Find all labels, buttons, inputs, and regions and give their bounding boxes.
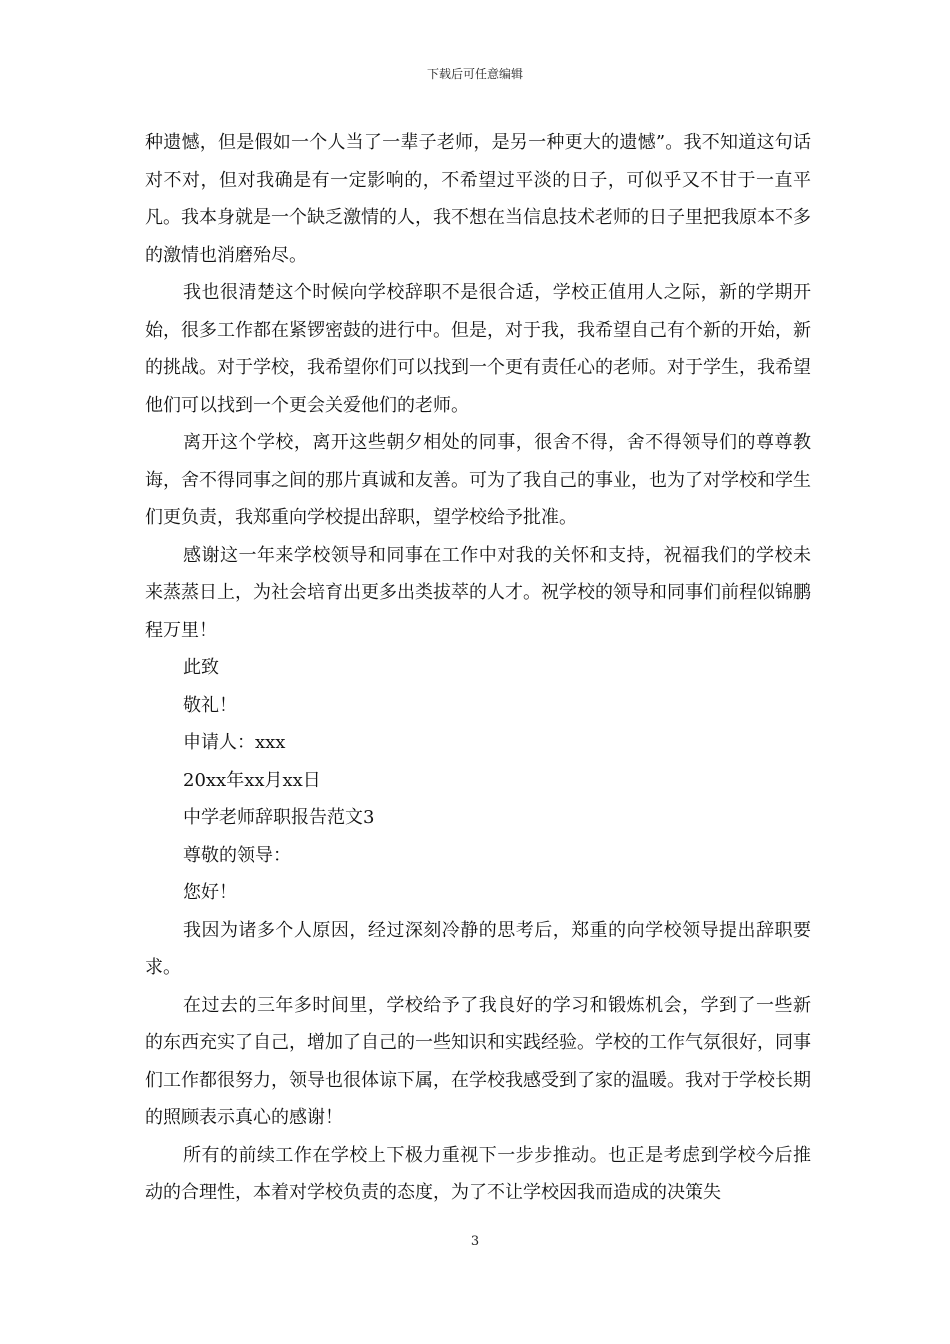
greeting-hello: 您好！ xyxy=(183,882,237,903)
closing-regards: 敬礼！ xyxy=(183,694,237,716)
date-line: 20xx年xx月xx日 xyxy=(183,769,321,791)
paragraph: 在过去的三年多时间里，学校给予了我良好的学习和锻炼机会，学到了一些新的东西充实了自己，增加了自己的一些知识和实践经验。学校的工作气氛很好，同事们工作都很努力，领导也很体谅下属，在学校我感受到了家的温暖。我对于学校长期的照顾表示真心的感谢！ xyxy=(145,994,811,1128)
paragraph: 我因为诸多个人原因，经过深刻冷静的思考后，郑重的向学校领导提出辞职要求。 xyxy=(145,919,811,978)
paragraph: 我也很清楚这个时候向学校辞职不是很合适，学校正值用人之际，新的学期开始，很多工作都在紧锣密鼓的进行中。但是，对于我，我希望自己有个新的开始，新的挑战。对于学校，我希望你们可以找到一个更有责任心的老师。对于学生，我希望他们可以找到一个更会关爱他们的老师。 xyxy=(145,282,811,416)
page-number: 3 xyxy=(470,1234,480,1249)
section-title: 中学老师辞职报告范文3 xyxy=(183,807,375,828)
applicant-line: 申请人：xxx xyxy=(183,732,286,753)
closing-salutation: 此致 xyxy=(183,657,219,678)
document-body xyxy=(145,124,811,1212)
paragraph: 感谢这一年来学校领导和同事在工作中对我的关怀和支持，祝福我们的学校未来蒸蒸日上，为社会培育出更多出类拔萃的人才。祝学校的领导和同事们前程似锦鹏程万里！ xyxy=(145,544,811,641)
paragraph-continuation: 种遗憾，但是假如一个人当了一辈子老师，是另一种更大的遗憾”。我不知道这句话对不对，但对我确是有一定影响的，不希望过平淡的日子，可似乎又不甘于一直平凡。我本身就是一个缺乏激情的人，我不想在当信息技术老师的日子里把我原本不多的激情也消磨殆尽。 xyxy=(145,132,811,266)
page-header: 下载后可任意编辑 xyxy=(426,67,523,81)
paragraph: 离开这个学校，离开这些朝夕相处的同事，很舍不得，舍不得领导们的尊尊教诲，舍不得同事之间的那片真诚和友善。可为了我自己的事业，也为了对学校和学生们更负责，我郑重向学校提出辞职，望学校给予批准。 xyxy=(145,432,811,528)
paragraph: 所有的前续工作在学校上下极力重视下一步步推动。也正是考虑到学校今后推动的合理性，本着对学校负责的态度，为了不让学校因我而造成的决策失 xyxy=(145,1144,811,1203)
greeting-line: 尊敬的领导： xyxy=(183,844,291,866)
